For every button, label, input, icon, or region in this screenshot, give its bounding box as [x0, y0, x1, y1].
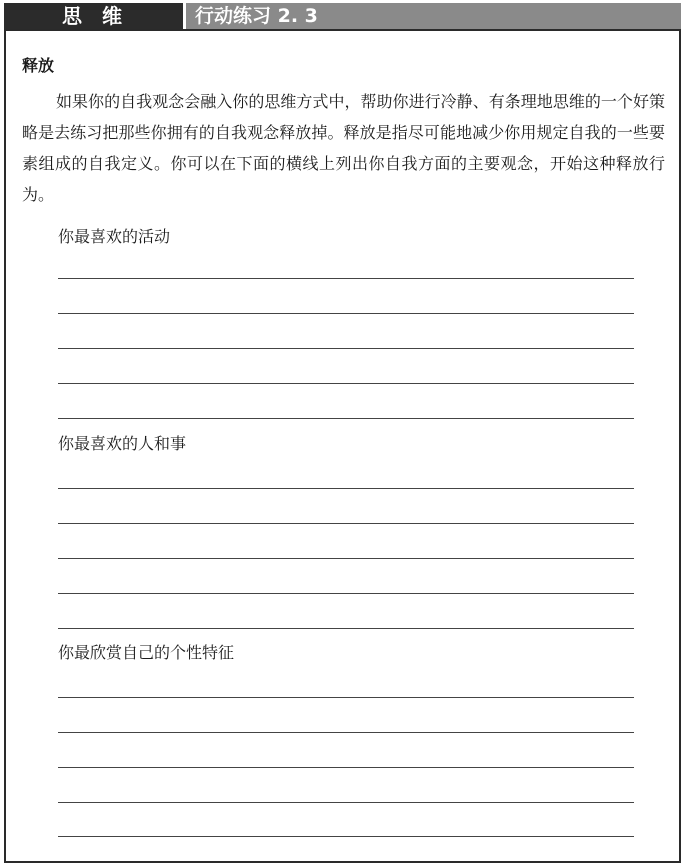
prompt-admired-traits: 你最欣赏自己的个性特征	[58, 643, 235, 662]
answer-line[interactable]	[58, 732, 634, 733]
answer-line[interactable]	[58, 278, 634, 279]
header-category-label: 思维	[4, 3, 183, 30]
answer-line[interactable]	[58, 418, 634, 419]
answer-line[interactable]	[58, 802, 634, 803]
answer-line[interactable]	[58, 488, 634, 489]
answer-line[interactable]	[58, 348, 634, 349]
answer-line[interactable]	[58, 697, 634, 698]
prompt-favorite-people-things: 你最喜欢的人和事	[58, 434, 187, 453]
answer-line[interactable]	[58, 628, 634, 629]
answer-line[interactable]	[58, 383, 634, 384]
answer-line[interactable]	[58, 836, 634, 837]
answer-line[interactable]	[58, 313, 634, 314]
answer-line[interactable]	[58, 593, 634, 594]
header-exercise-title: 行动练习 2. 3	[186, 3, 681, 30]
intro-paragraph: 如果你的自我观念会融入你的思维方式中，帮助你进行冷静、有条理地思维的一个好策略是去练习把那些你拥有的自我观念释放掉。释放是指尽可能地减少你用规定自我的一些要素组成的自我定义。你可以在下面的横线上列出你自我方面的主要观念，开始这种释放行为。	[22, 92, 665, 204]
section-title: 释放	[22, 56, 55, 75]
answer-line[interactable]	[58, 767, 634, 768]
header-rule	[4, 29, 681, 31]
answer-line[interactable]	[58, 558, 634, 559]
answer-line[interactable]	[58, 523, 634, 524]
prompt-favorite-activities: 你最喜欢的活动	[58, 227, 171, 246]
